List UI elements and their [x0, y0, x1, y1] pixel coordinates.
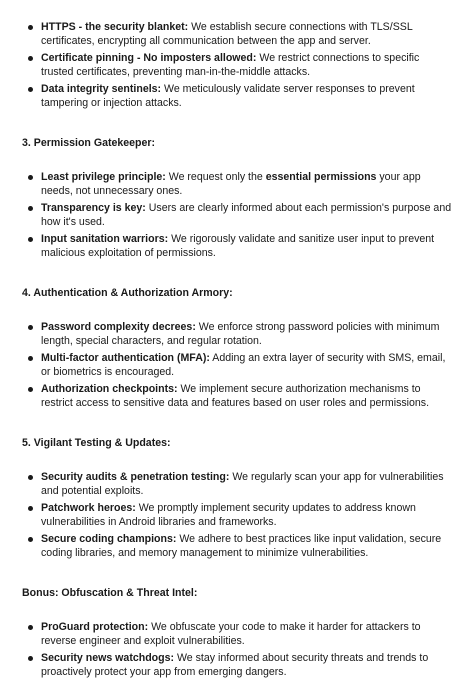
list-item	[41, 351, 452, 379]
item-term: Least privilege principle:	[41, 171, 166, 183]
list-item	[41, 620, 452, 648]
item-text: Users are clearly informed about each permission's purpose and how it's used.	[41, 202, 452, 228]
item-term: Security audits & penetration testing:	[41, 471, 230, 483]
list-item	[41, 501, 452, 529]
item-emphasis: essential permissions	[265, 171, 377, 183]
item-text: We request only the	[165, 171, 266, 183]
list-item	[41, 51, 452, 79]
item-text: Adding an extra layer of security with SMS, email, or biometrics is encouraged.	[41, 352, 446, 378]
item-term: Transparency is key:	[41, 202, 146, 214]
item-term: Multi-factor authentication (MFA):	[41, 352, 210, 364]
list-item	[41, 320, 452, 348]
section4-bullet-list	[22, 320, 452, 410]
item-text: We obfuscate your code to make it harder for attackers to reverse engineer and exploit vulnerabilities.	[41, 621, 421, 647]
item-text: We adhere to best practices like input validation, secure coding libraries, and memory management to minimize vulnerabilities.	[41, 533, 442, 559]
item-term: Authorization checkpoints:	[41, 383, 178, 395]
section-heading: Bonus: Obfuscation & Threat Intel:	[22, 587, 198, 599]
intro-bullet-list	[22, 20, 452, 110]
section-heading: 4. Authentication & Authorization Armory:	[22, 287, 233, 299]
list-item	[41, 470, 452, 498]
item-term: Input sanitation warriors:	[41, 233, 169, 245]
item-term: HTTPS - the security blanket:	[41, 21, 189, 33]
item-text: We regularly scan your app for vulnerabilities and potential exploits.	[41, 471, 444, 497]
list-item	[41, 20, 452, 48]
section3-bullet-list	[22, 170, 452, 260]
item-term: Certificate pinning - No imposters allowed:	[41, 52, 257, 64]
item-term: ProGuard protection:	[41, 621, 149, 633]
list-item	[41, 170, 452, 198]
item-term: Secure coding champions:	[41, 533, 177, 545]
item-text: We implement secure authorization mechanisms to restrict access to sensitive data and features based on user roles and permissions.	[41, 383, 430, 409]
list-item	[41, 82, 452, 110]
list-item	[41, 651, 452, 679]
section-heading: 3. Permission Gatekeeper:	[22, 137, 156, 149]
list-item	[41, 382, 452, 410]
item-term: Security news watchdogs:	[41, 652, 175, 664]
item-term: Password complexity decrees:	[41, 321, 196, 333]
list-item	[41, 232, 452, 260]
item-text: We promptly implement security updates to address known vulnerabilities in Android libraries and frameworks.	[41, 502, 416, 528]
item-text: We stay informed about security threats and trends to proactively protect your app from emerging dangers.	[41, 652, 429, 678]
item-text: your app needs, not unnecessary ones.	[41, 171, 421, 197]
section-heading: 5. Vigilant Testing & Updates:	[22, 437, 171, 449]
item-text: We enforce strong password policies with minimum length, special characters, and regular rotation.	[41, 321, 440, 347]
item-text: We restrict connections to specific trusted certificates, preventing man-in-the-middle attacks.	[41, 52, 420, 78]
item-text: We rigorously validate and sanitize user input to prevent malicious exploitation of permissions.	[41, 233, 435, 259]
list-item	[41, 201, 452, 229]
bonus-bullet-list	[22, 620, 452, 679]
item-text: We establish secure connections with TLS/SSL certificates, encrypting all communication between the app and server.	[41, 21, 413, 47]
list-item	[41, 532, 452, 560]
section5-bullet-list	[22, 470, 452, 560]
item-term: Data integrity sentinels:	[41, 83, 162, 95]
item-text: We meticulously validate server responses to prevent tampering or injection attacks.	[41, 83, 415, 109]
item-term: Patchwork heroes:	[41, 502, 136, 514]
